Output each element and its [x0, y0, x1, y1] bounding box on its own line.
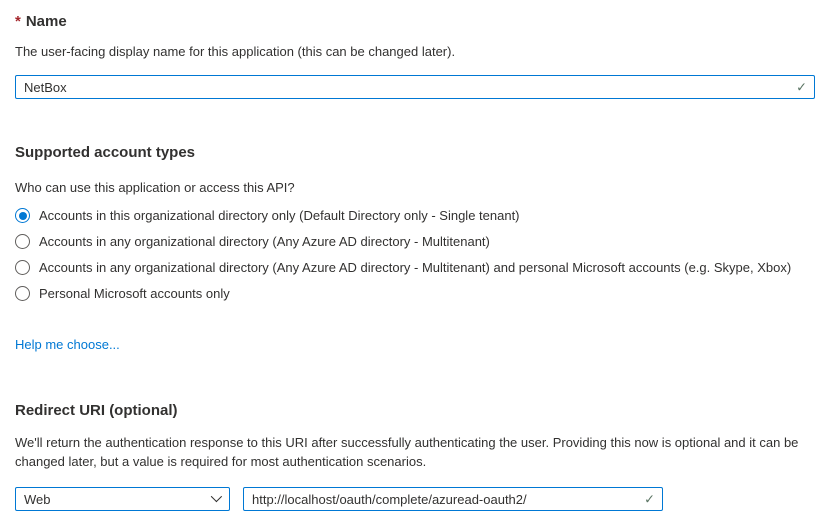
platform-dropdown[interactable]	[15, 487, 230, 511]
name-section	[15, 12, 815, 99]
radio-button-icon[interactable]	[15, 286, 30, 301]
redirect-uri-section	[15, 401, 815, 511]
required-asterisk: *	[15, 13, 21, 30]
supported-account-types-section	[15, 143, 815, 352]
account-type-option-multitenant[interactable]	[15, 233, 815, 250]
redirect-uri-input[interactable]	[243, 487, 663, 511]
radio-button-icon[interactable]	[15, 234, 30, 249]
account-types-radio-group	[15, 207, 815, 302]
name-input-wrap	[15, 75, 815, 99]
help-me-choose-link[interactable]: Help me choose...	[15, 337, 120, 352]
name-description: The user-facing display name for this application (this can be changed later).	[15, 44, 456, 59]
radio-option-label: Accounts in this organizational directory only (Default Directory only - Single tenant)	[39, 208, 520, 223]
account-types-question: Who can use this application or access this API?	[15, 180, 295, 195]
valid-check-icon: ✓	[796, 79, 807, 95]
name-input[interactable]	[15, 75, 815, 99]
name-label	[15, 12, 815, 32]
radio-option-label: Accounts in any organizational directory (Any Azure AD directory - Multitenant) and personal Microsoft accounts (e.g. Skype, Xbox)	[39, 260, 792, 275]
radio-button-icon[interactable]	[15, 208, 30, 223]
redirect-uri-title: Redirect URI (optional)	[15, 402, 178, 419]
redirect-uri-description: We'll return the authentication response to this URI after successfully authenticating the user. Providing this now is optional and it can be changed later, but a value is required for most authentication scenarios.	[15, 435, 799, 469]
redirect-uri-input-wrap	[243, 487, 663, 511]
radio-option-label: Personal Microsoft accounts only	[39, 286, 230, 301]
account-type-option-single-tenant[interactable]	[15, 207, 815, 224]
platform-dropdown-value: Web	[24, 491, 51, 507]
name-label-text: Name	[25, 13, 67, 30]
valid-check-icon: ✓	[644, 491, 655, 507]
chevron-down-icon	[211, 490, 222, 501]
supported-account-types-title: Supported account types	[15, 144, 196, 161]
radio-option-label: Accounts in any organizational directory (Any Azure AD directory - Multitenant)	[39, 234, 490, 249]
redirect-uri-row	[15, 487, 815, 511]
account-type-option-personal-only[interactable]	[15, 285, 815, 302]
radio-button-icon[interactable]	[15, 260, 30, 275]
account-type-option-multitenant-personal[interactable]	[15, 259, 815, 276]
